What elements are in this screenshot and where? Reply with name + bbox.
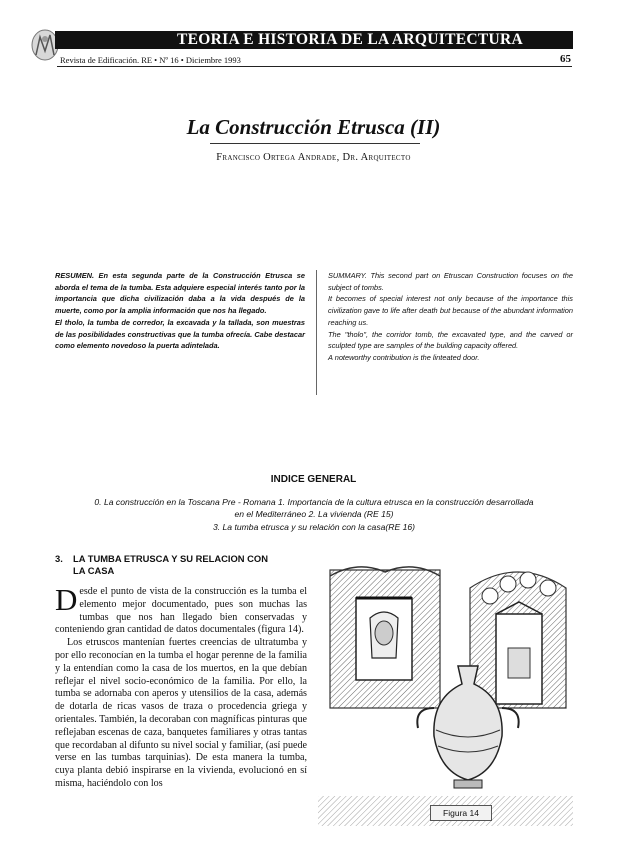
body-paragraph: Los etruscos mantenían fuertes creencias de ultratumba y por ello reconocían en la tumba el hogar perenne de la familia y la entendían como la casa de los muertos, en la que debían reflejar el nivel socio-económico de la familia. Por ello, la tumba se adornaba con aperos y utensilios de la casa, además de dotarla de ricas vasos de traza o procedencia griega y orientales. También, la decoraban con magníficas pinturas que reflejaban escenas de caza, banquetes familiares y otras tantas que recordaban al difunto su nivel social y familiar, (así puede verse en las tumbas tarquinias). De esta manera la tumba, cuya planta debió inspirarse en la vivienda, evolucionó en sí misma, haciéndolo con los xyxy=(55,637,307,789)
abstract-en-paragraph: The "tholo", the corridor tomb, the excavated type, and the carved or sculpted type are samples of the building capacity offered. xyxy=(328,329,573,351)
index-text xyxy=(55,496,573,533)
abstract-en-paragraph: It becomes of special interest not only because of the importance this civilization gave to life after death but because of the abundant information reaching us. xyxy=(328,294,573,327)
title-rule xyxy=(210,143,420,144)
section-heading xyxy=(55,553,315,577)
section-title-line: LA CASA xyxy=(73,565,115,576)
abstract-es-paragraph: El tholo, la tumba de corredor, la excavada y la tallada, son muestras de las posibilidades constructivas que la tumba ofrecía. Cabe destacar como elemento novedoso la puerta adintelada. xyxy=(55,317,305,351)
stone-tomb-drawing xyxy=(470,572,566,708)
article-title: La Construcción Etrusca (II) xyxy=(186,115,441,139)
series-banner: TEORIA E HISTORIA DE LA ARQUITECTURA xyxy=(55,31,573,49)
figure-14-illustration xyxy=(318,558,573,826)
abstract-en-paragraph: A noteworthy contribution is the linteated door. xyxy=(328,352,480,362)
excavated-tomb-drawing xyxy=(330,567,440,708)
abstract-en-paragraph: SUMMARY. This second part on Etruscan Construction focuses on the subject of tombs. xyxy=(328,271,573,292)
index-line: 3. La tumba etrusca y su relación con la casa(RE 16) xyxy=(212,521,416,532)
section-number: 3. xyxy=(55,553,63,564)
section-title-line: LA TUMBA ETRUSCA Y SU RELACION CON xyxy=(73,553,268,564)
abstract-separator xyxy=(316,270,317,395)
index-line: en el Mediterráneo 2. La vivienda (RE 15) xyxy=(234,509,394,520)
index-line: 0. La construcción en la Toscana Pre - Romana 1. Importancia de la cultura etrusca en la construcción desarrollada xyxy=(94,497,534,507)
index-heading: INDICE GENERAL xyxy=(270,474,357,485)
page-number: 65 xyxy=(560,53,571,65)
running-head: Revista de Edificación. RE • Nº 16 • Diciembre 1993 xyxy=(60,55,241,65)
body-text xyxy=(55,582,307,791)
drop-cap: D xyxy=(55,582,78,617)
abstract-spanish xyxy=(55,270,305,352)
abstract-es-paragraph: RESUMEN. En esta segunda parte de la Construcción Etrusca se aborda el tema de la tumba. Esta adquiere especial interés tanto por la importancia que dicha civilización daba a la vida después de la muerte, como por la amplia información que nos ha llegado. xyxy=(55,271,305,316)
header-rule xyxy=(57,66,572,67)
article-author: Francisco Ortega Andrade, Dr. Arquitecto xyxy=(216,152,411,163)
body-paragraph: esde el punto de vista de la construcción es la tumba el elemento mejor documentado, pues son muchas las tumbas que nos han llegado bien conservadas y conteniendo gran cantidad de datos documentales (figura 14). xyxy=(55,586,307,636)
figure-caption: Figura 14 xyxy=(430,805,492,821)
abstract-english xyxy=(328,270,573,364)
